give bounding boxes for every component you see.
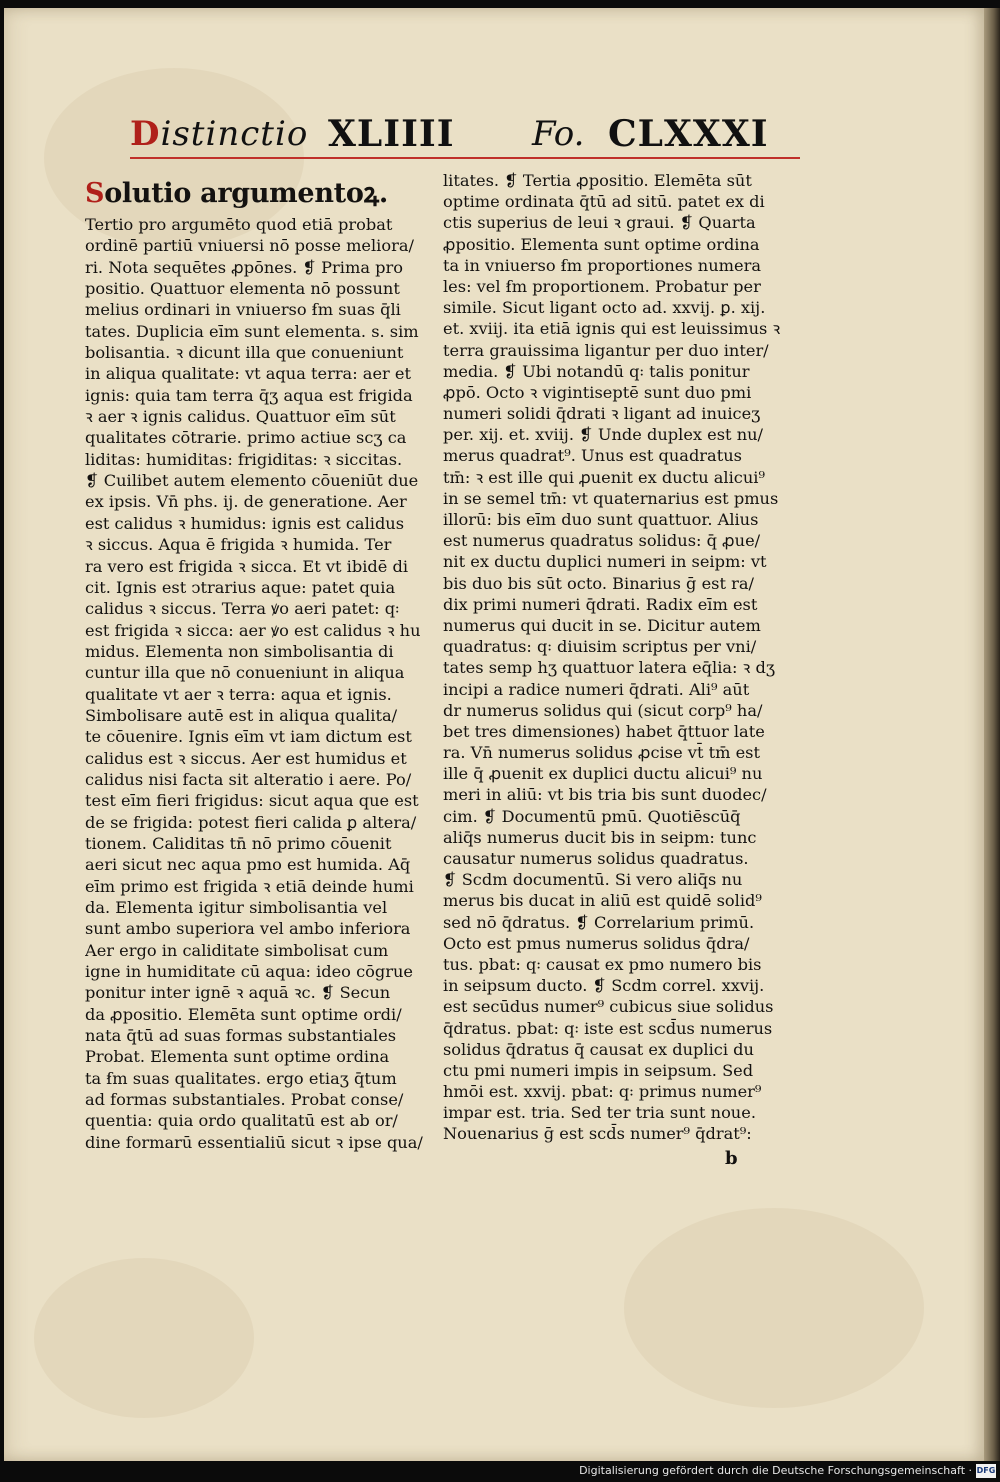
- text-line: ille q̄ ꝓuenit ex duplici ductu alicui⁹ nu: [443, 764, 763, 784]
- text-line: tm̄: ꝛ est ille qui ꝓuenit ex ductu alicui⁹: [443, 467, 765, 487]
- funding-note: Digitalisierung gefördert durch die Deutsche Forschungsgemeinschaft ·: [579, 1464, 972, 1477]
- text-line: ꝓpositio. Elementa sunt optime ordina: [443, 234, 760, 254]
- text-line: melius ordinari in vniuerso ẜm suas q̄li: [85, 300, 401, 320]
- text-line: qualitates cōtrarie. primo actiue scʒ ca: [85, 428, 407, 448]
- text-line: ra. Vn̄ numerus solidus ꝓcise vt̄ tm̄ est: [443, 743, 760, 763]
- text-line: numerus qui ducit in se. Dicitur autem: [443, 615, 761, 635]
- text-line: Simbolisare autē est in aliqua qualita/: [85, 705, 398, 725]
- text-line: tus. pbat: q꞉ causat ex pmo numero bis: [443, 954, 762, 974]
- text-line: nata q̄tū ad suas formas substantiales: [85, 1026, 397, 1046]
- text-line: quentia: quia ordo qualitatū est ab or/: [85, 1111, 398, 1131]
- folio-number: CLXXXI: [608, 113, 769, 155]
- text-line: causatur numerus solidus quadratus.: [443, 849, 749, 868]
- text-line: simile. Sicut ligant octo ad. xxvij. ꝑ. xij.: [443, 298, 766, 318]
- text-line: les: vel ẜm proportionem. Probatur per: [443, 276, 761, 296]
- text-line: ponitur inter ignē ꝛ aquā ꝛc. ❡ Secun: [85, 983, 391, 1003]
- text-line: quadratus: q꞉ diuisim scriptus per vni/: [443, 637, 757, 657]
- text-line: cim. ❡ Documentū pmū. Quotiēscūq̄: [443, 806, 741, 826]
- section-heading-text: olutio argumentoꝝ.: [104, 178, 388, 209]
- text-line: qualitate vt aer ꝛ terra: aqua et ignis.: [85, 684, 392, 704]
- text-line: sunt ambo superiora vel ambo inferiora: [85, 919, 411, 939]
- text-line: est frigida ꝛ sicca: aer ꝟo est calidus ꝛ hu: [85, 620, 421, 640]
- text-line: Nouenarius ḡ est scd̄s numer⁹ q̄drat⁹:: [443, 1124, 752, 1144]
- text-line: ꝓpō. Octo ꝛ vigintiseptē sunt duo pmi: [443, 382, 752, 402]
- text-line: per. xij. et. xviij. ❡ Unde duplex est nu/: [443, 425, 764, 445]
- running-title-initial: D: [130, 114, 161, 154]
- text-column-right: [443, 170, 785, 1145]
- text-line: solidus q̄dratus q̄ causat ex duplici du: [443, 1039, 754, 1059]
- text-line: ri. Nota sequētes ꝓpōnes. ❡ Prima pro: [85, 257, 403, 277]
- text-column-left: [85, 170, 423, 1153]
- text-line: hmōi est. xxvij. pbat: q꞉ primus numer⁹: [443, 1082, 762, 1102]
- text-line: ctu pmi numeri impis in seipsum. Sed: [443, 1060, 754, 1080]
- text-line: bet tres dimensiones) habet q̄ttuor late: [443, 721, 765, 741]
- text-line: sed nō q̄dratus. ❡ Correlarium primū.: [443, 912, 755, 932]
- header-rule: [130, 157, 800, 159]
- text-line: litates. ❡ Tertia ꝓpositio. Elemēta sūt: [443, 171, 752, 190]
- text-line: optime ordinata q̄tū ad sitū. patet ex di: [443, 192, 765, 212]
- paper-stain: [624, 1208, 924, 1408]
- text-line: Octo est pmus numerus solidus q̄dra/: [443, 933, 750, 953]
- text-line: ta ẜm suas qualitates. ergo etiaʒ q̄tum: [85, 1068, 397, 1088]
- text-line: q̄dratus. pbat: q꞉ iste est scd̄us numerus: [443, 1018, 773, 1038]
- text-line: ❡ Cuilibet autem elemento cōueniūt due: [85, 471, 419, 491]
- text-line: igne in humiditate cū aqua: ideo cōgrue: [85, 962, 413, 982]
- text-line: tionem. Caliditas tn̄ nō primo cōuenit: [85, 833, 392, 853]
- text-line: in se semel tm̄: vt quaternarius est pmus: [443, 488, 779, 508]
- text-line: media. ❡ Ubi notandū q꞉ talis ponitur: [443, 361, 750, 381]
- distinction-number: XLIIII: [328, 113, 455, 155]
- text-line: nit ex ductu duplici numeri in seipm: vt: [443, 552, 767, 572]
- text-line: calidus est ꝛ siccus. Aer est humidus et: [85, 748, 407, 768]
- text-line: in seipsum ducto. ❡ Scdm correl. xxvij.: [443, 976, 765, 996]
- text-line: impar est. tria. Sed ter tria sunt noue.: [443, 1103, 756, 1123]
- text-line: ad formas substantiales. Probat conse/: [85, 1090, 404, 1110]
- text-line: dix primi numeri q̄drati. Radix eīm est: [443, 594, 758, 614]
- text-line: eīm primo est frigida ꝛ etiā deinde humi: [85, 876, 414, 896]
- text-line: ex ipsis. Vn̄ phs. ij. de generatione. Aer: [85, 492, 407, 512]
- text-line: Probat. Elementa sunt optime ordina: [85, 1047, 390, 1067]
- running-title: [130, 112, 308, 156]
- text-line: tates. Duplicia eīm sunt elementa. s. sim: [85, 321, 419, 341]
- text-line: da. Elementa igitur simbolisantia vel: [85, 898, 388, 917]
- text-line: da ꝓpositio. Elemēta sunt optime ordi/: [85, 1004, 402, 1024]
- text-line: tates semp hʒ quattuor latera eq̄lia: ꝛ dʒ: [443, 658, 775, 678]
- text-line: liditas: humiditas: frigiditas: ꝛ siccitas.: [85, 449, 403, 469]
- text-line: ignis: quia tam terra q̄ʒ aqua est frigida: [85, 385, 413, 405]
- text-line: terra grauissima ligantur per duo inter/: [443, 340, 769, 360]
- text-line: est secūdus numer⁹ cubicus siue solidus: [443, 997, 774, 1017]
- text-line: incipi a radice numeri q̄drati. Ali⁹ aūt: [443, 679, 750, 699]
- text-line: dine formarū essentialiū sicut ꝛ ipse qua/: [85, 1132, 423, 1152]
- text-line: ❡ Scdm documentū. Si vero aliq̄s nu: [443, 870, 743, 890]
- text-line: Tertio pro argumēto quod etiā probat: [85, 215, 393, 234]
- text-line: bis duo bis sūt octo. Binarius ḡ est ra/: [443, 573, 754, 593]
- running-header: [130, 112, 800, 162]
- page-edge: [984, 8, 1000, 1461]
- folio-label: Fo.: [532, 114, 585, 154]
- text-line: positio. Quattuor elementa nō possunt: [85, 279, 400, 299]
- text-line: ra vero est frigida ꝛ sicca. Et vt ibidē di: [85, 556, 409, 576]
- dfg-logo: DFG: [976, 1464, 996, 1478]
- text-line: te cōuenire. Ignis eīm vt iam dictum est: [85, 727, 412, 747]
- text-line: ordinē partiū vniuersi nō posse meliora/: [85, 236, 414, 256]
- text-line: ꝛ siccus. Aqua ē frigida ꝛ humida. Ter: [85, 535, 392, 555]
- text-line: ta in vniuerso ẜm proportiones numera: [443, 255, 761, 275]
- paper-stain: [34, 1258, 254, 1418]
- text-line: dr numerus solidus qui (sicut corp⁹ ha/: [443, 700, 763, 720]
- text-line: calidus nisi facta sit alteratio i aere. Po/: [85, 769, 412, 789]
- text-line: test eīm fieri frigidus: sicut aqua que est: [85, 791, 419, 811]
- text-line: merus bis ducat in aliū est quidē solid⁹: [443, 891, 762, 911]
- text-line: bolisantia. ꝛ dicunt illa que conueniunt: [85, 343, 404, 363]
- section-heading-initial: S: [85, 178, 105, 209]
- footer-bar: [0, 1461, 1000, 1482]
- text-line: ctis superius de leui ꝛ graui. ❡ Quarta: [443, 213, 756, 233]
- text-line: merus quadrat⁹. Unus est quadratus: [443, 446, 742, 466]
- running-title-text: istinctio: [160, 114, 309, 154]
- text-line: aeri sicut nec aqua pmo est humida. Aq̄: [85, 855, 411, 875]
- text-line: cuntur illa que nō conueniunt in aliqua: [85, 663, 405, 683]
- catchword: b: [725, 1148, 738, 1169]
- text-line: ꝛ aer ꝛ ignis calidus. Quattuor eīm sūt: [85, 407, 396, 427]
- text-line: est numerus quadratus solidus: q̄ ꝓue/: [443, 531, 761, 551]
- left-column-lines: [85, 214, 423, 1153]
- text-line: Aer ergo in caliditate simbolisat cum: [85, 940, 389, 960]
- text-line: cit. Ignis est ↄtrarius aque: patet quia: [85, 577, 396, 597]
- section-heading: [85, 176, 423, 212]
- text-line: numeri solidi q̄drati ꝛ ligant ad inuiceʒ: [443, 404, 761, 424]
- text-line: meri in aliū: vt bis tria bis sunt duodec/: [443, 785, 767, 805]
- text-line: in aliqua qualitate: vt aqua terra: aer et: [85, 364, 412, 384]
- right-column-lines: [443, 170, 785, 1145]
- text-line: midus. Elementa non simbolisantia di: [85, 641, 394, 661]
- text-line: aliq̄s numerus ducit bis in seipm: tunc: [443, 827, 757, 847]
- text-line: calidus ꝛ siccus. Terra ꝟo aeri patet: q꞉: [85, 599, 400, 619]
- text-line: est calidus ꝛ humidus: ignis est calidus: [85, 513, 405, 533]
- text-line: de se frigida: potest fieri calida ꝑ altera/: [85, 812, 417, 832]
- text-line: et. xviij. ita etiā ignis qui est leuissimus ꝛ: [443, 319, 781, 339]
- text-line: illorū: bis eīm duo sunt quattuor. Alius: [443, 510, 759, 529]
